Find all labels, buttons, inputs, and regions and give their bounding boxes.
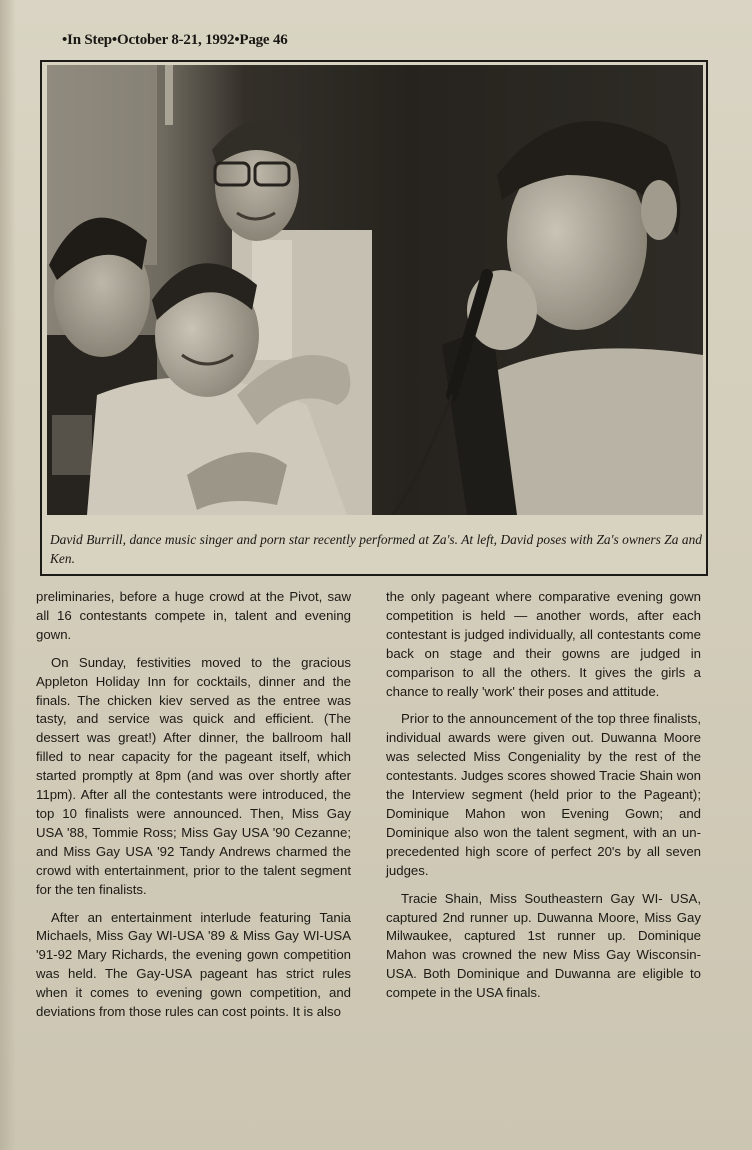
paragraph: After an entertainment interlude featuring Tania Michaels, Miss Gay WI-USA '89 & Miss Gay WI-USA '91-92 Mary Richards, the evening gown competition was held. The Gay-USA pageant has strict rules when it comes to evening gown competition, and deviations from those rules can cost points. It is also: [36, 909, 351, 1020]
photo-box: [40, 60, 708, 576]
paragraph: preliminaries, before a huge crowd at the Pivot, saw all 16 contestants compete in, talent and evening gown.: [36, 589, 351, 642]
paragraph: the only pageant where comparative evening gown competition is held — another words, after each contestant is judged individually, all contestants come back on stage and their gowns are judged in comparison to all the others. It gives the girls a chance to really 'work' their poses and attitude.: [386, 589, 701, 699]
photo-icon: [47, 65, 703, 515]
page-shadow: [0, 0, 16, 1150]
page-header: •In Step•October 8-21, 1992•Page 46: [62, 32, 288, 48]
black-and-white-photo: [47, 65, 703, 515]
paragraph: Prior to the announcement of the top three finalists, individual awards were given out. Duwanna Moore was selected Miss Congeniality by the rest of the contestants. Judges scores showed Tracie Shain won the Interview segment (held prior to the Pageant); Dominique Mahon won Evening Gown; and Dominique also won the talent segment, with an un-precedented high score of perfect 20's by all seven judges.: [386, 711, 701, 878]
paragraph: On Sunday, festivities moved to the gracious Appleton Holiday Inn for cocktails, dinner and the finals. The chicken kiev served as the entree was tasty, and service was quick and efficient. (The dessert was great!) After dinner, the ballroom hall filled to near capacity for the pageant itself, which started promptly at 8pm (and was over shortly after 11pm). After all the contestants were introduced, the top 10 finalists were announced. Then, Miss Gay USA '88, Tommie Ross; Miss Gay USA '90 Cezanne; and Miss Gay USA '92 Tandy Andrews charmed the crowd with entertainment, prior to the talent segment for the ten finalists.: [36, 654, 351, 897]
article-column-left: [36, 588, 351, 1022]
photo-caption: David Burrill, dance music singer and porn star recently performed at Za's. At left, David poses with Za's owners Za and Ken.: [50, 532, 702, 566]
article-column-right: [386, 588, 701, 1003]
paragraph: Tracie Shain, Miss Southeastern Gay WI- USA, captured 2nd runner up. Duwanna Moore, Miss Gay Milwaukee, captured 1st runner up. Dominique Mahon was crowned the new Miss Gay Wisconsin-USA. Both Dominique and Duwanna are eligible to compete in the USA finals.: [386, 890, 701, 1001]
